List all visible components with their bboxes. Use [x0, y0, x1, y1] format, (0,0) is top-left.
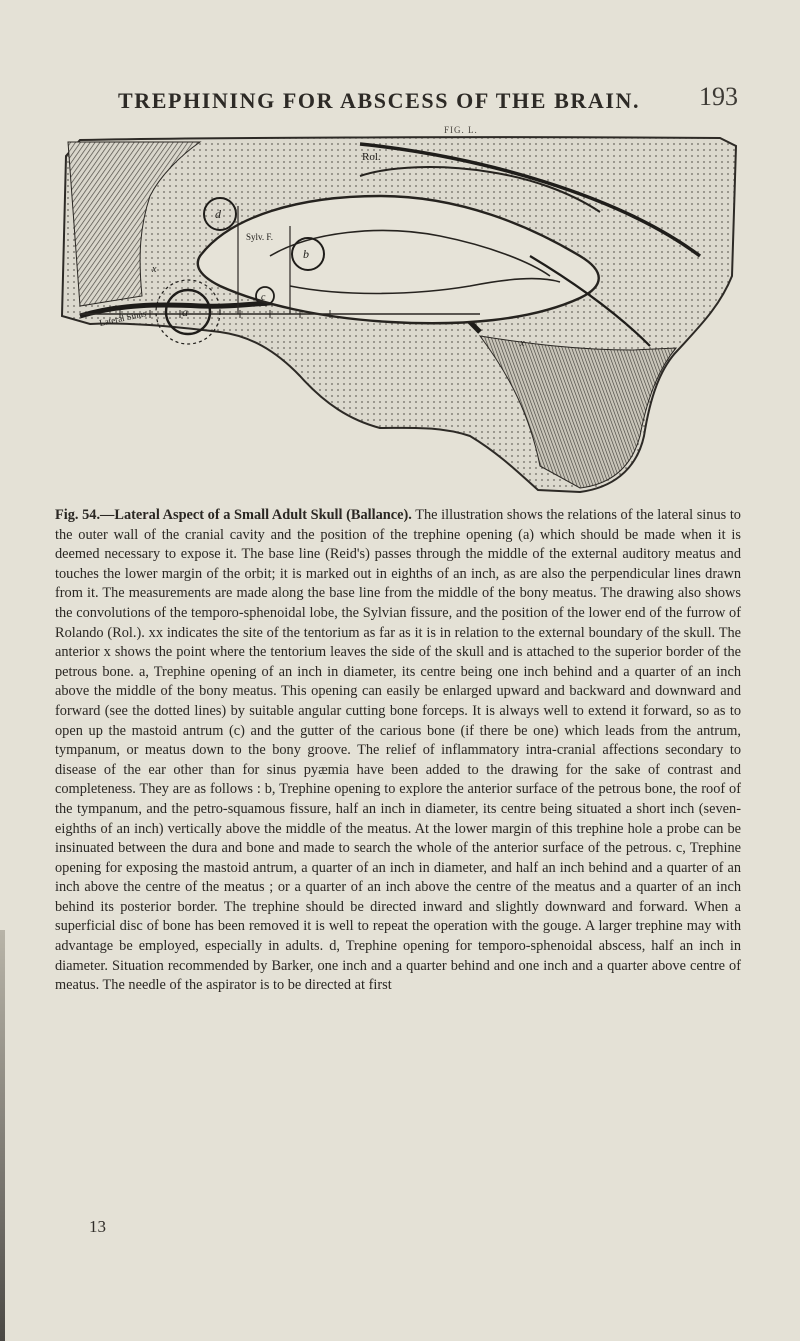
figure-caption [55, 506, 741, 996]
label-x-posterior: x [520, 338, 525, 349]
figure-label: FIG. L. [444, 125, 478, 135]
label-x-anterior: x [152, 264, 157, 275]
label-lateral-sinus: Lateral Sinus [98, 308, 148, 328]
label-a: a [182, 305, 188, 319]
signature-mark: 13 [89, 1217, 106, 1236]
caption-lead: Fig. 54.—Lateral Aspect of a Small Adult Skull (Ballance). [55, 507, 412, 523]
skull-illustration [60, 136, 740, 500]
label-b: b [303, 247, 309, 261]
caption-body: The illustration shows the relations of the lateral sinus to the outer wall of the cranial cavity and the position of the trephine opening (a) which should be made when it is deemed necessary to expose it. The base line (Reid's) passes through the middle of the external auditory meatus and touches the lower margin of the orbit; it is marked out in eighths of an inch, as are also the perpendicular lines drawn from it. The measurements are made along the base line from the middle of the bony meatus. The drawing also shows the convolutions of the temporo-sphenoidal lobe, the Sylvian fissure, and the position of the lower end of the furrow of Rolando (Rol.). xx indicates the site of the tentorium as far as it is in relation to the external boundary of the skull. The anterior x shows the point where the tentorium leaves the side of the skull and is attached to the superior border of the petrous bone. a, Trephine opening of an inch in diameter, its centre being one inch behind and a quarter of an inch above the middle of the bony meatus. This opening can easily be enlarged upward and backward and downward and forward (see the dotted lines) by suitable angular cutting bone forceps. It is always well to extend it forward, so as to open up the mastoid antrum (c) and the gutter of the carious bone (if there be one) which leads from the antrum, tympanum, or meatus down to the bony groove. The relief of inflammatory intra-cranial affections secondary to disease of the ear other than for sinus pyæmia have been added to the drawing for the sake of contrast and completeness. They are as follows : b, Trephine opening to explore the anterior surface of the petrous bone, the roof of the tympanum, and the petro-squamous fissure, half an inch in diameter, its centre being situated a short inch (seven-eighths of an inch) vertically above the middle of the meatus. At the lower margin of this trephine hole a probe can be insinuated between the dura and bone and made to search the whole of the anterior surface of the petrous. c, Trephine opening for exposing the mastoid antrum, a quarter of an inch in diameter, and half an inch behind and a quarter of an inch above the centre of the meatus ; or a quarter of an inch above the centre of the meatus and a quarter of an inch behind its posterior border. The trephine should be directed inward and slightly downward and forward. When a superficial disc of bone has been removed it is well to repeat the operation with the gouge. A larger trephine may with advantage be employed, especially in adults. d, Trephine opening for temporo-sphenoidal abscess, half an inch in diameter. Situation recommended by Barker, one inch and a quarter behind and one inch and a quarter above centre of meatus. The needle of the aspirator is to be directed at first [55, 507, 741, 994]
label-rolando: Rol. [362, 151, 381, 163]
page-number: 193 [699, 82, 738, 111]
running-header [118, 82, 738, 128]
label-sylvian: Sylv. F. [246, 232, 273, 242]
page-binding-edge [0, 930, 5, 1341]
label-c: c [261, 292, 266, 303]
label-d: d [215, 207, 221, 221]
running-title: TREPHINING FOR ABSCESS OF THE BRAIN. [118, 88, 641, 113]
